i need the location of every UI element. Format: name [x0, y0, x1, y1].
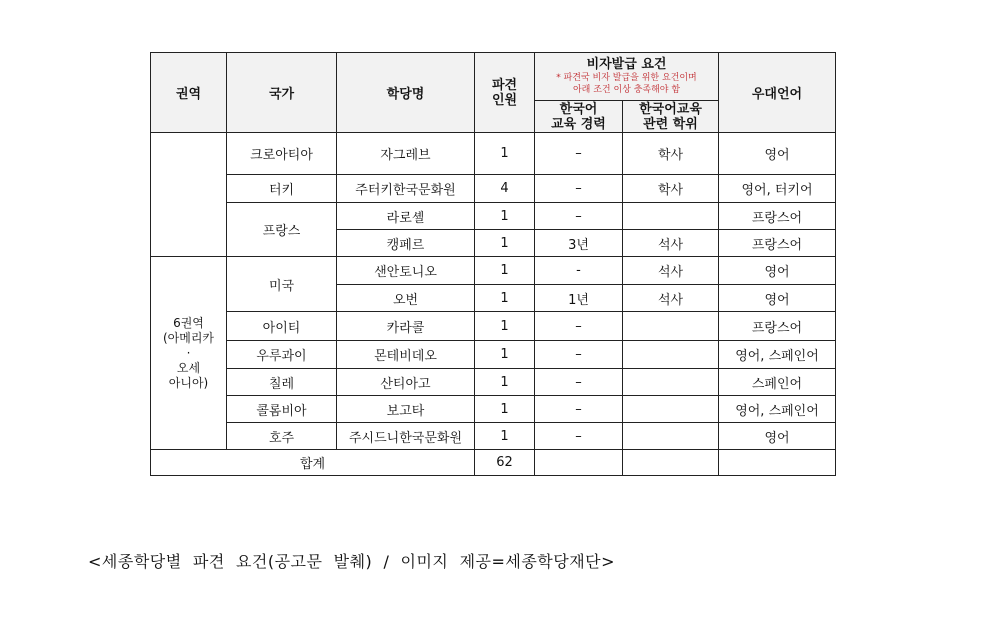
country-cell: 아이티	[227, 312, 337, 341]
country-cell: 호주	[227, 423, 337, 450]
country-cell: 터키	[227, 175, 337, 203]
dispatch-requirements-table	[150, 52, 836, 476]
header-country: 국가	[227, 53, 337, 133]
count-cell: 1	[475, 312, 535, 341]
language-cell: 스페인어	[719, 369, 836, 396]
experience-cell: –	[535, 423, 623, 450]
table-row	[151, 203, 836, 230]
total-empty-cell	[535, 450, 623, 476]
institute-cell: 몬테비데오	[337, 341, 475, 369]
degree-cell: 석사	[623, 230, 719, 257]
degree-cell: 석사	[623, 257, 719, 285]
country-cell: 칠레	[227, 369, 337, 396]
experience-cell: 1년	[535, 285, 623, 312]
degree-cell	[623, 369, 719, 396]
header-visa-requirements	[535, 53, 719, 101]
language-cell: 프랑스어	[719, 230, 836, 257]
degree-cell	[623, 203, 719, 230]
header-dispatch-count	[475, 53, 535, 133]
country-cell: 미국	[227, 257, 337, 312]
language-cell: 영어, 스페인어	[719, 396, 836, 423]
count-cell: 1	[475, 341, 535, 369]
header-experience-label: 한국어 교육 경력	[551, 101, 606, 132]
institute-cell: 캥페르	[337, 230, 475, 257]
table-row	[151, 257, 836, 285]
header-teaching-experience	[535, 101, 623, 133]
header-region: 권역	[151, 53, 227, 133]
degree-cell	[623, 423, 719, 450]
degree-cell	[623, 396, 719, 423]
count-cell: 1	[475, 230, 535, 257]
experience-cell: –	[535, 341, 623, 369]
institute-cell: 산티아고	[337, 369, 475, 396]
count-cell: 1	[475, 396, 535, 423]
count-cell: 4	[475, 175, 535, 203]
experience-cell: 3년	[535, 230, 623, 257]
institute-cell: 샌안토니오	[337, 257, 475, 285]
region-cell-6: 6권역 (아메리카 · 오세 아니아)	[151, 257, 227, 450]
degree-cell: 석사	[623, 285, 719, 312]
table-row	[151, 423, 836, 450]
count-cell: 1	[475, 423, 535, 450]
count-cell: 1	[475, 257, 535, 285]
institute-cell: 오번	[337, 285, 475, 312]
header-related-degree	[623, 101, 719, 133]
count-cell: 1	[475, 369, 535, 396]
table-row	[151, 133, 836, 175]
experience-cell: –	[535, 175, 623, 203]
table-row	[151, 341, 836, 369]
total-count: 62	[475, 450, 535, 476]
header-institute: 학당명	[337, 53, 475, 133]
header-dispatch-label: 파견 인원	[491, 77, 518, 108]
country-cell: 콜롬비아	[227, 396, 337, 423]
institute-cell: 보고타	[337, 396, 475, 423]
experience-cell: –	[535, 396, 623, 423]
experience-cell: –	[535, 312, 623, 341]
header-preferred-language: 우대언어	[719, 53, 836, 133]
experience-cell: –	[535, 369, 623, 396]
language-cell: 영어, 터키어	[719, 175, 836, 203]
image-caption: <세종학당별 파견 요건(공고문 발췌) / 이미지 제공=세종학당재단>	[88, 552, 616, 571]
total-empty-cell	[719, 450, 836, 476]
institute-cell: 카라콜	[337, 312, 475, 341]
experience-cell: –	[535, 133, 623, 175]
table-row	[151, 369, 836, 396]
degree-cell	[623, 341, 719, 369]
table-row	[151, 312, 836, 341]
count-cell: 1	[475, 133, 535, 175]
language-cell: 영어	[719, 423, 836, 450]
language-cell: 영어	[719, 285, 836, 312]
visa-note-line-2: 아래 조건 이상 충족해야 함	[572, 85, 681, 95]
language-cell: 영어	[719, 257, 836, 285]
table-row	[151, 396, 836, 423]
total-label: 합계	[151, 450, 475, 476]
experience-cell: -	[535, 257, 623, 285]
count-cell: 1	[475, 285, 535, 312]
institute-cell: 주시드니한국문화원	[337, 423, 475, 450]
language-cell: 프랑스어	[719, 203, 836, 230]
count-cell: 1	[475, 203, 535, 230]
degree-cell: 학사	[623, 133, 719, 175]
header-degree-label: 한국어교육 관련 학위	[639, 101, 702, 132]
degree-cell: 학사	[623, 175, 719, 203]
region-cell-empty	[151, 133, 227, 257]
country-cell: 우루과이	[227, 341, 337, 369]
total-empty-cell	[623, 450, 719, 476]
degree-cell	[623, 312, 719, 341]
visa-note-line-1: * 파견국 비자 발급을 위한 요건이며	[556, 73, 697, 83]
total-row	[151, 450, 836, 476]
visa-title: 비자발급 요건	[586, 57, 667, 72]
institute-cell: 주터키한국문화원	[337, 175, 475, 203]
language-cell: 프랑스어	[719, 312, 836, 341]
institute-cell: 라로셸	[337, 203, 475, 230]
experience-cell: –	[535, 203, 623, 230]
institute-cell: 자그레브	[337, 133, 475, 175]
table-row	[151, 175, 836, 203]
country-cell: 크로아티아	[227, 133, 337, 175]
language-cell: 영어, 스페인어	[719, 341, 836, 369]
language-cell: 영어	[719, 133, 836, 175]
country-cell: 프랑스	[227, 203, 337, 257]
